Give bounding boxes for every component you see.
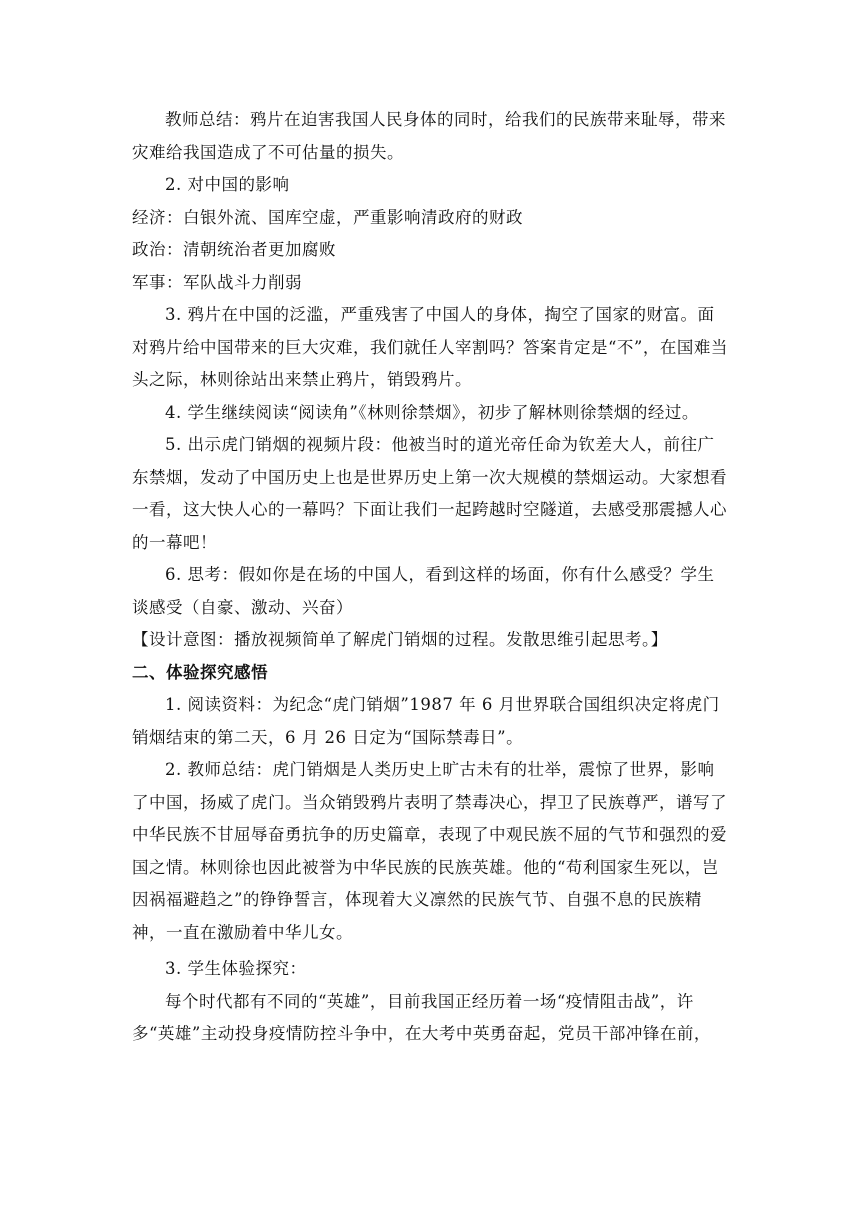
paragraph-student-exploration: 3. 学生体验探究： (165, 959, 307, 978)
paragraph-teacher-summary-1: 教师总结：鸦片在迫害我国人民身体的同时，给我们的民族带来耻辱，带来灾难给我国造成了不可估量的损失。 (132, 110, 726, 162)
paragraph-military: 军事：军队战斗力削弱 (132, 272, 302, 292)
document-body (132, 104, 728, 1051)
paragraph-heroes: 每个时代都有不同的“英雄”，目前我国正经历着一场“疫情阻击战”，许多“英雄”主动投身疫情防控斗争中，在大考中英勇奋起，党员干部冲锋在前， (132, 991, 711, 1043)
paragraph-economy: 经济：白银外流、国库空虚，严重影响清政府的财政 (132, 207, 523, 227)
paragraph-item-5: 5. 出示虎门销烟的视频片段：他被当时的道光帝任命为钦差大人，前往广东禁烟，发动了中国历史上也是世界历史上第一次大规模的禁烟运动。大家想看一看，这大快人心的一幕吗？下面让我们一起跨越时空隧道，去感受那震撼人心的一幕吧！ (132, 435, 727, 552)
section-heading: 二、体验探究感悟 (132, 662, 268, 682)
paragraph-design-intent: 【设计意图：播放视频简单了解虎门销烟的过程。发散思维引起思考。】 (132, 630, 668, 649)
paragraph-politics: 政治：清朝统治者更加腐败 (132, 240, 336, 259)
paragraph-item-4: 4. 学生继续阅读“阅读角”《林则徐禁烟》，初步了解林则徐禁烟的经过。 (165, 402, 699, 422)
paragraph-reading-material: 1. 阅读资料：为纪念“虎门销烟”1987 年 6 月世界联合国组织决定将虎门销烟结束的第二天，6 月 26 日定为“国际禁毒日”。 (132, 695, 720, 747)
paragraph-teacher-summary-2: 2. 教师总结：虎门销烟是人类历史上旷古未有的壮举，震惊了世界，影响了中国，扬威了虎门。当众销毁鸦片表明了禁毒决心，捍卫了民族尊严，谱写了中华民族不甘屈辱奋勇抗争的历史篇章，表现了中观民族不屈的气节和强烈的爱国之情。林则徐也因此被誉为中华民族的民族英雄。他的“苟利国家生死以，岂因祸福避趋之”的铮铮誓言，体现着大义凛然的民族气节、自强不息的民族精神，一直在激励着中华儿女。 (132, 760, 727, 942)
paragraph-item-3: 3. 鸦片在中国的泛滥，严重残害了中国人的身体，掏空了国家的财富。面对鸦片给中国带来的巨大灾难，我们就任人宰割吗？答案肯定是“不”，在国难当头之际，林则徐站出来禁止鸦片，销毁鸦片。 (132, 305, 728, 389)
paragraph-item-6: 6. 思考：假如你是在场的中国人，看到这样的场面，你有什么感受？学生谈感受（自豪、激动、兴奋） (132, 565, 715, 617)
paragraph-impact-heading: 2. 对中国的影响 (165, 175, 290, 194)
